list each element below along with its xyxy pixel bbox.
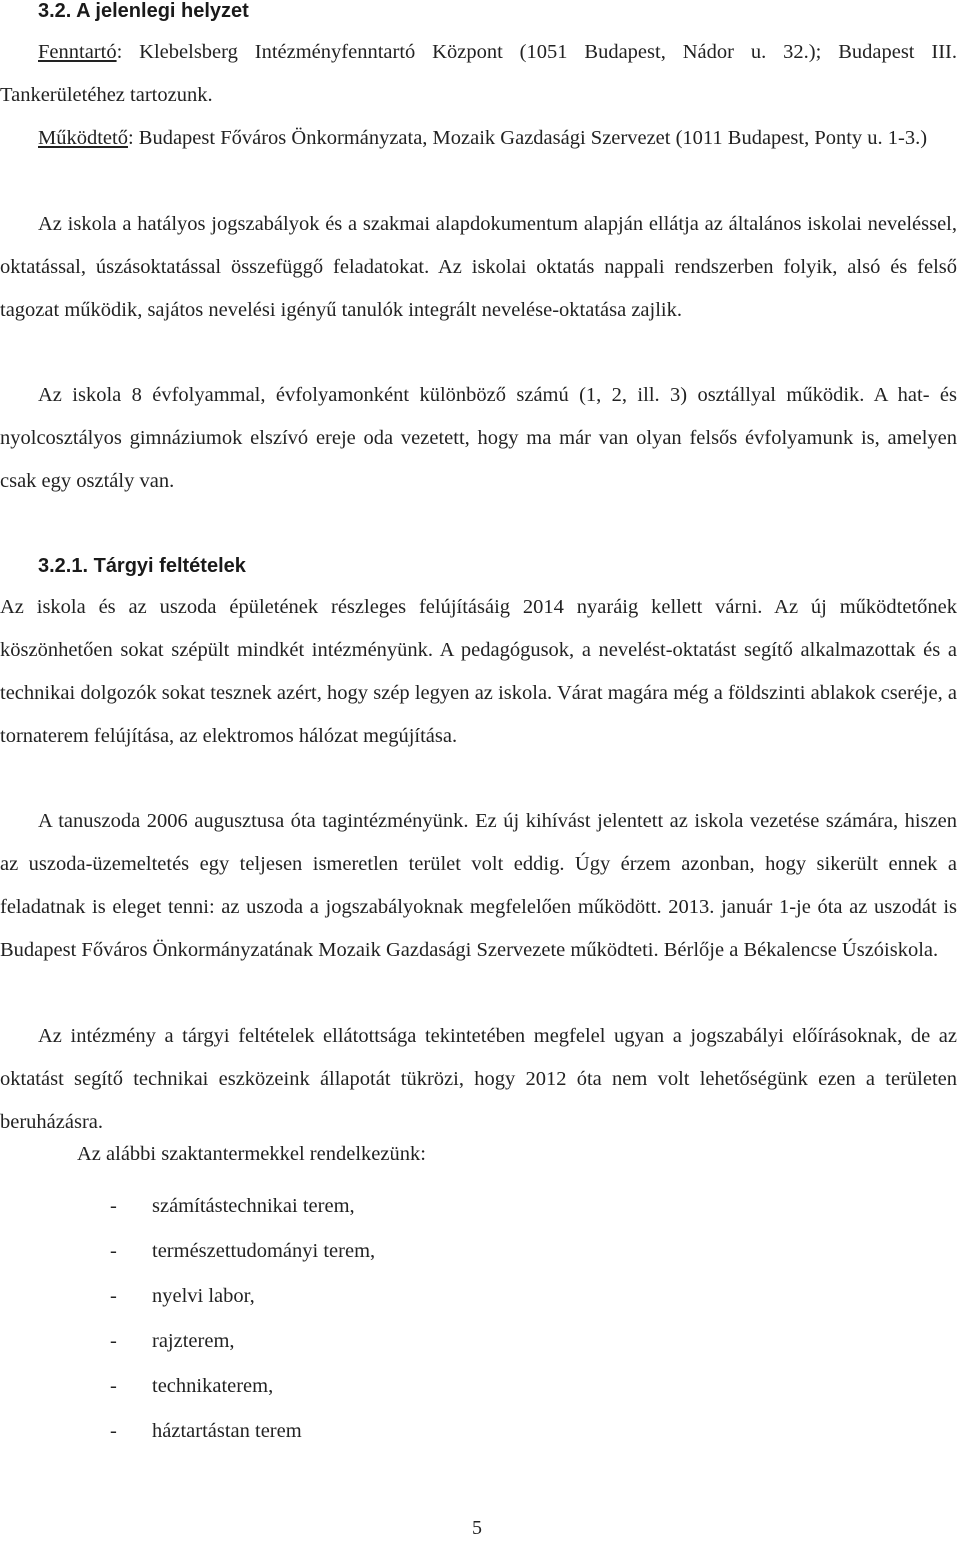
list-marker: - (110, 1195, 117, 1217)
list-item-label: természettudományi terem, (152, 1240, 376, 1262)
section-paragraph-1: Az iskola a hatályos jogszabályok és a szakmai alapdokumentum alapján ellátja az általános iskolai neveléssel, oktatással, úszásoktatással összefüggő feladatokat. Az iskolai oktatás nappali rendszerben folyik, alsó és felső tagozat működik, sajátos nevelési igényű tanulók integrált nevelése-oktatása zajlik. (0, 213, 957, 321)
owner-text: : Klebelsberg Intézményfenntartó Központ (1051 Budapest, Nádor u. 32.); Budapest III. Tankerületéhez tartozunk. (0, 41, 957, 106)
list-marker: - (110, 1330, 117, 1352)
room-list-intro: Az alábbi szaktantermekkel rendelkezünk: (77, 1143, 426, 1165)
list-item-label: számítástechnikai terem, (152, 1195, 355, 1217)
list-item (110, 1274, 375, 1319)
subsection-heading: 3.2.1. Tárgyi feltételek (38, 555, 246, 577)
room-list (110, 1184, 375, 1454)
owner-paragraph (0, 31, 957, 117)
list-marker: - (110, 1240, 117, 1262)
list-item (110, 1184, 375, 1229)
list-item (110, 1229, 375, 1274)
section-heading: 3.2. A jelenlegi helyzet (38, 0, 249, 22)
operator-text: : Budapest Főváros Önkormányzata, Mozaik Gazdasági Szervezet (1011 Budapest, Ponty u. 1-3.) (127, 127, 928, 149)
subsection-paragraph-1: Az iskola és az uszoda épületének részleges felújításáig 2014 nyaráig kellett várni. Az új működtetőnek köszönhetően sokat szépült mindkét intézményünk. A pedagógusok, a nevelést-oktatást segítő alkalmazottak és a technikai dolgozók sokat tesznek azért, hogy szép legyen az iskola. Várat magára még a földszinti ablakok cseréje, a tornaterem felújítása, az elektromos hálózat megújítása. (0, 596, 957, 747)
subsection-paragraph-3: Az intézmény a tárgyi feltételek ellátottsága tekintetében megfelel ugyan a jogszabályi előírásoknak, de az oktatást segítő technikai eszközeink állapotát tükrözi, hogy 2012 óta nem volt lehetőségünk ezen a területen beruházásra. (0, 1025, 957, 1133)
list-marker: - (110, 1285, 117, 1307)
list-marker: - (110, 1420, 117, 1442)
list-item-label: nyelvi labor, (152, 1285, 255, 1307)
operator-label: Működtető (38, 127, 128, 149)
list-item-label: rajzterem, (152, 1330, 235, 1352)
list-item (110, 1409, 375, 1454)
operator-paragraph (0, 117, 957, 160)
list-item (110, 1319, 375, 1364)
list-marker: - (110, 1375, 117, 1397)
page-number: 5 (472, 1517, 482, 1539)
section-paragraph-2: Az iskola 8 évfolyammal, évfolyamonként különböző számú (1, 2, ill. 3) osztállyal működik. A hat- és nyolcosztályos gimnáziumok elszívó ereje oda vezetett, hogy ma már van olyan felsős évfolyamunk is, amelyen csak egy osztály van. (0, 384, 957, 492)
owner-label: Fenntartó (38, 41, 117, 63)
list-item (110, 1364, 375, 1409)
list-item-label: technikaterem, (152, 1375, 274, 1397)
list-item-label: háztartástan terem (152, 1420, 302, 1442)
subsection-paragraph-2: A tanuszoda 2006 augusztusa óta tagintézményünk. Ez új kihívást jelentett az iskola vezetése számára, hiszen az uszoda-üzemeltetés egy teljesen ismeretlen terület volt eddig. Úgy érzem azonban, hogy sikerült ennek a feladatnak is eleget tenni: az uszoda a jogszabályoknak megfelelően működött. 2013. január 1-je óta az uszodát is Budapest Főváros Önkormányzatának Mozaik Gazdasági Szervezete működteti. Bérlője a Békalencse Úszóiskola. (0, 810, 957, 961)
